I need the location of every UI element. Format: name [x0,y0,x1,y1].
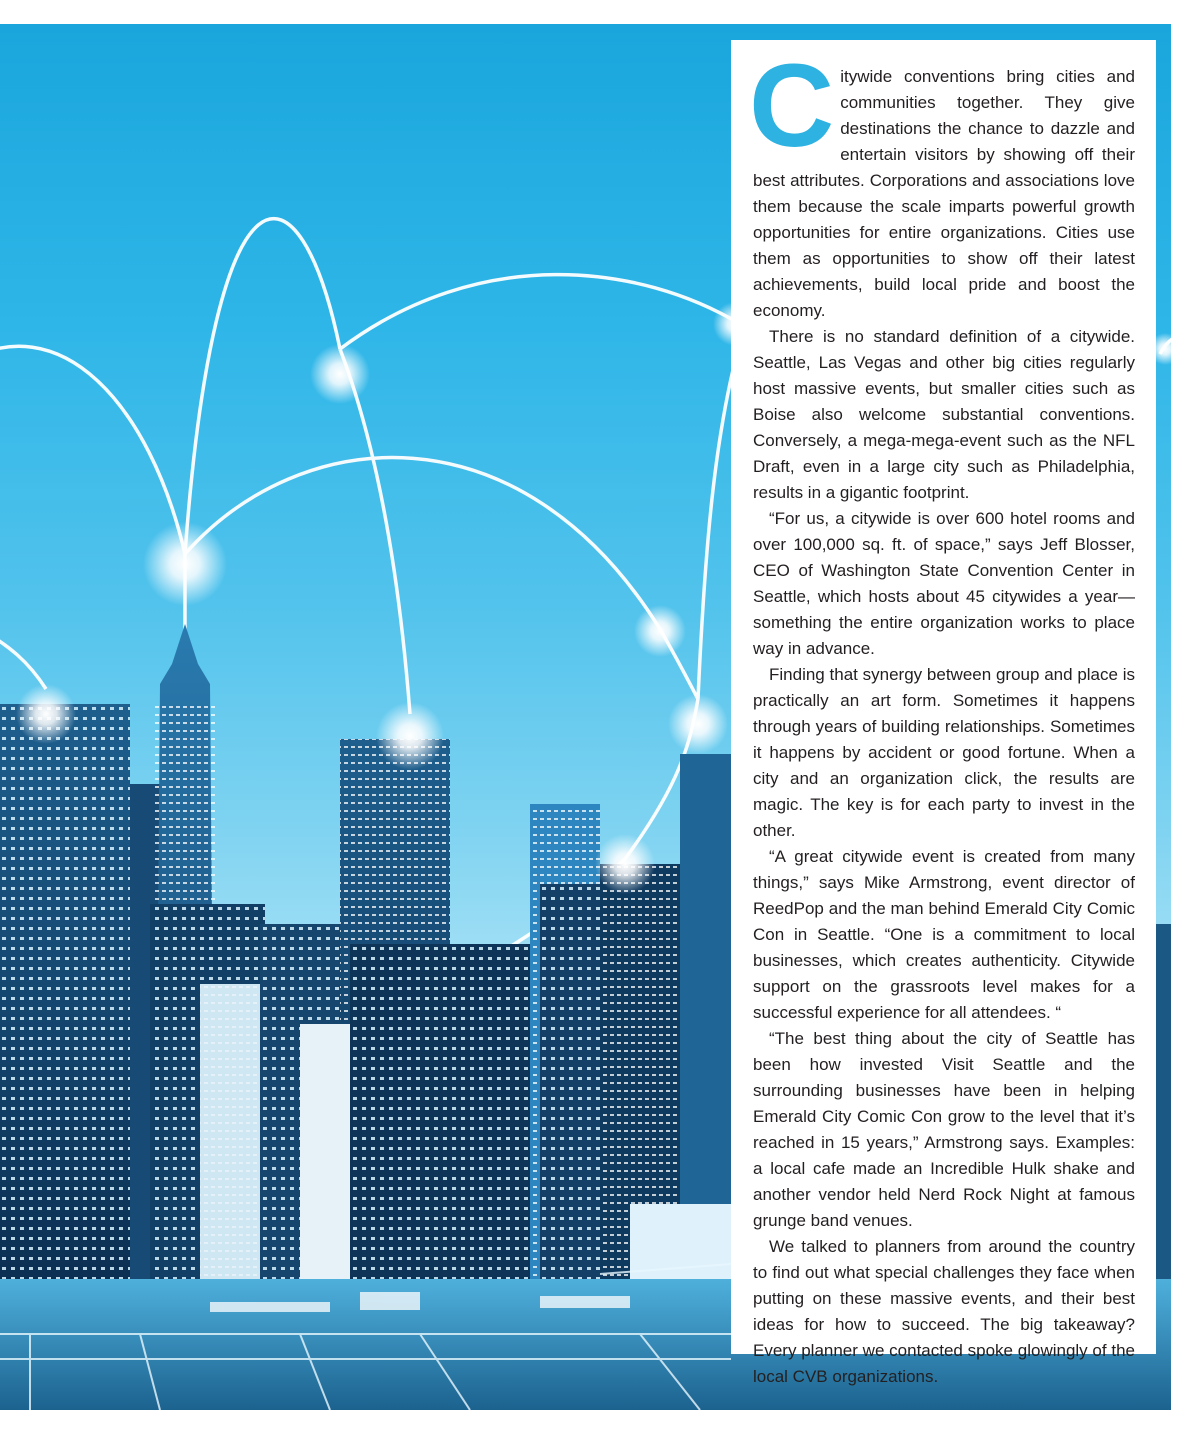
article-body [749,40,1135,1390]
article-text-panel [731,40,1156,1386]
article-paragraph: “The best thing about the city of Seattle has been how invested Visit Seattle and the surrounding businesses have been in helping Emerald City Comic Con grow to the level that it’s reached in 15 years,” Armstrong says. Examples: a local cafe made an Incredible Hulk shake and another vendor held Nerd Rock Night at famous grunge band venues. [753,1029,1135,1230]
article-paragraph: “For us, a citywide is over 600 hotel rooms and over 100,000 sq. ft. of space,” says Jeff Blosser, CEO of Washington State Convention Center in Seattle, which hosts about 45 citywides a year—something the entire organization works to place way in advance. [753,509,1135,658]
article-paragraph: Finding that synergy between group and place is practically an art form. Sometimes it happens through years of building relationships. Sometimes it happens by accident or good fortune. When a city and an organization click, the results are magic. The key is for each party to invest in the other. [753,665,1135,840]
article-paragraph: “A great citywide event is created from many things,” says Mike Armstrong, event director of ReedPop and the man behind Emerald City Comic Con in Seattle. “One is a commitment to local businesses, which creates authenticity. Citywide support on the grassroots level makes for a successful experience for all attendees. “ [753,847,1135,1022]
paragraph-text: itywide conventions bring cities and communities together. They give destinations the chance to dazzle and entertain visitors by showing off their best attributes. Corporations and associations love them because the scale imparts powerful growth opportunities for entire organizations. Cities use them as opportunities to show off their latest achievements, build local pride and boost the economy. [753,67,1135,320]
article-paragraph [749,40,1135,324]
article-paragraph: There is no standard definition of a citywide. Seattle, Las Vegas and other big cities regularly host massive events, but smaller cities such as Boise also welcome substantial conventions. Conversely, a mega-mega-event such as the NFL Draft, even in a large city such as Philadelphia, results in a gigantic footprint. [753,327,1135,502]
article-paragraph: We talked to planners from around the country to find out what special challenges they face when putting on these massive events, and their best ideas for how to succeed. The big takeaway? Every planner we contacted spoke glowingly of the local CVB organizations. [753,1237,1135,1386]
drop-cap: C [749,40,835,172]
